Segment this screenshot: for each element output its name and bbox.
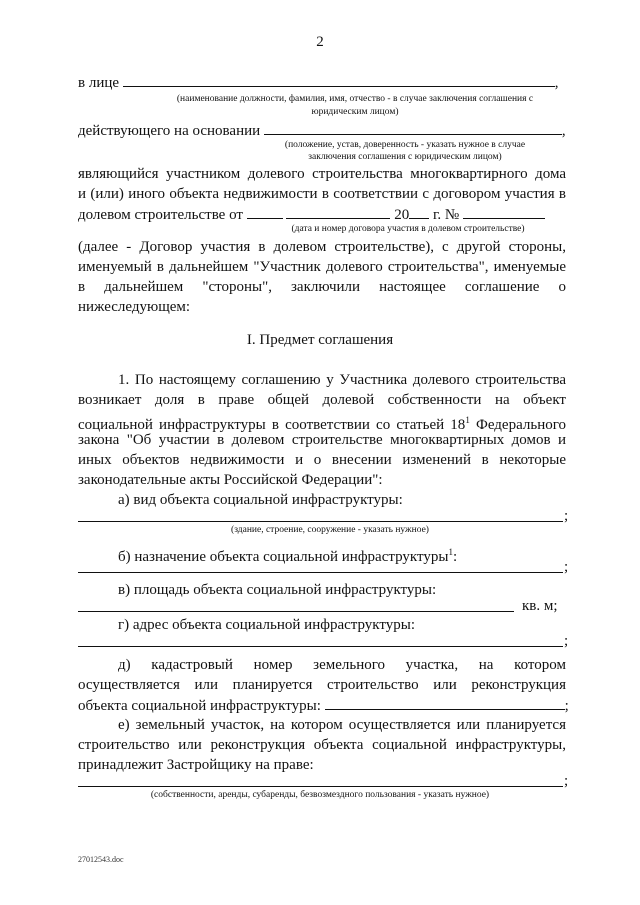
footnote-ref: 1 [465, 415, 470, 425]
clause1-line3-text: социальной инфраструктуры в соответствии со статьей 18 [78, 417, 466, 433]
represented-by-label: в лице [78, 75, 120, 91]
item-a-end: ; [564, 508, 569, 524]
para1-line7: нижеследующем: [78, 299, 191, 315]
item-v-label: в) площадь объекта социальной инфраструктуры: [118, 582, 437, 598]
clause1-line4: закона "Об участии в долевом строительстве многоквартирных домов и [78, 432, 566, 448]
item-v-unit: кв. м; [522, 598, 558, 614]
contract-year-blank[interactable] [409, 204, 429, 219]
contract-hint: (дата и номер договора участия в долевом строительстве) [291, 224, 525, 234]
item-e-end: ; [564, 773, 569, 789]
item-a-label: а) вид объекта социальной инфраструктуры: [118, 492, 403, 508]
item-e-hint: (собственности, аренды, субаренды, безвозмездного пользования - указать нужное) [150, 790, 490, 800]
item-b-colon: : [452, 549, 458, 565]
item-d-end: ; [564, 698, 569, 714]
item-d-line3-text: объекта социальной инфраструктуры: [78, 698, 321, 714]
item-d-line3 [78, 695, 568, 716]
clause1-line5: иных объектов недвижимости и о внесении изменений в некоторые [78, 452, 566, 468]
item-e-line1: е) земельный участок, на котором осуществляется или планируется [118, 717, 566, 733]
item-b-label [118, 542, 608, 567]
item-e-line2: строительство или реконструкция объекта социальной инфраструктуры, [78, 737, 566, 753]
para1-line5: именуемый в дальнейшем "Участник долевого строительства", именуемые [78, 259, 566, 275]
footer-filename: 27012543.doc [78, 855, 124, 864]
contract-month-blank[interactable] [286, 204, 390, 219]
represented-by-hint-1: (наименование должности, фамилия, имя, отчество - в случае заключения соглашения с [176, 94, 534, 104]
para1-line4: (далее - Договор участия в долевом строительстве), с другой стороны, [78, 239, 566, 255]
clause1-line2: возникает доля в праве общей долевой собственности на объект [78, 392, 566, 408]
item-b-blank[interactable] [78, 572, 563, 573]
contract-year-prefix: 20 [394, 207, 410, 223]
contract-number-label: г. № [432, 207, 460, 223]
acting-basis-label: действующего на основании [78, 123, 261, 139]
acting-basis-row: действующего на основании , [78, 120, 568, 141]
represented-by-blank[interactable] [123, 72, 555, 87]
item-g-label: г) адрес объекта социальной инфраструктуры: [118, 617, 415, 633]
item-e-blank[interactable] [78, 786, 563, 787]
represented-by-hint-2: юридическим лицом) [311, 107, 399, 117]
item-v-blank[interactable] [78, 611, 514, 612]
item-a-blank[interactable] [78, 521, 563, 522]
clause1-line6: законодательные акты Российской Федерации": [78, 472, 383, 488]
item-g-end: ; [564, 633, 569, 649]
item-e-line3: принадлежит Застройщику на праве: [78, 757, 314, 773]
clause1-line3-end: Федерального [469, 417, 567, 433]
represented-by-row: в лице , [78, 72, 568, 93]
item-b-text: б) назначение объекта социальной инфраструктуры [118, 549, 449, 565]
contract-date-label: долевом строительстве от [78, 207, 243, 223]
para1-line6: в дальнейшем "стороны", заключили настоящее соглашение о [78, 279, 566, 295]
item-d-line1: д) кадастровый номер земельного участка, на котором [118, 657, 566, 673]
item-d-line2: осуществляется или планируется строительство или реконструкция [78, 677, 566, 693]
para1-line2: и (или) иного объекта недвижимости в соответствии с договором участия в [78, 186, 566, 202]
item-b-end: ; [564, 559, 569, 575]
acting-basis-blank[interactable] [264, 120, 562, 135]
acting-basis-hint-2: заключения соглашения с юридическим лицом) [308, 152, 502, 162]
contract-number-blank[interactable] [463, 204, 545, 219]
item-g-blank[interactable] [78, 646, 563, 647]
item-a-hint: (здание, строение, сооружение - указать нужное) [231, 525, 429, 535]
clause1-line1: 1. По настоящему соглашению у Участника долевого строительства [118, 372, 566, 388]
para1-line1: являющийся участником долевого строительства многоквартирного дома [78, 166, 566, 182]
para1-line3 [78, 204, 568, 225]
item-b-footnote: 1 [448, 547, 453, 557]
cadastral-number-blank[interactable] [325, 695, 565, 710]
contract-day-blank[interactable] [247, 204, 283, 219]
section-title: I. Предмет соглашения [246, 332, 394, 348]
page-number: 2 [316, 34, 324, 50]
acting-basis-hint-1: (положение, устав, доверенность - указать нужное в случае [284, 140, 526, 150]
